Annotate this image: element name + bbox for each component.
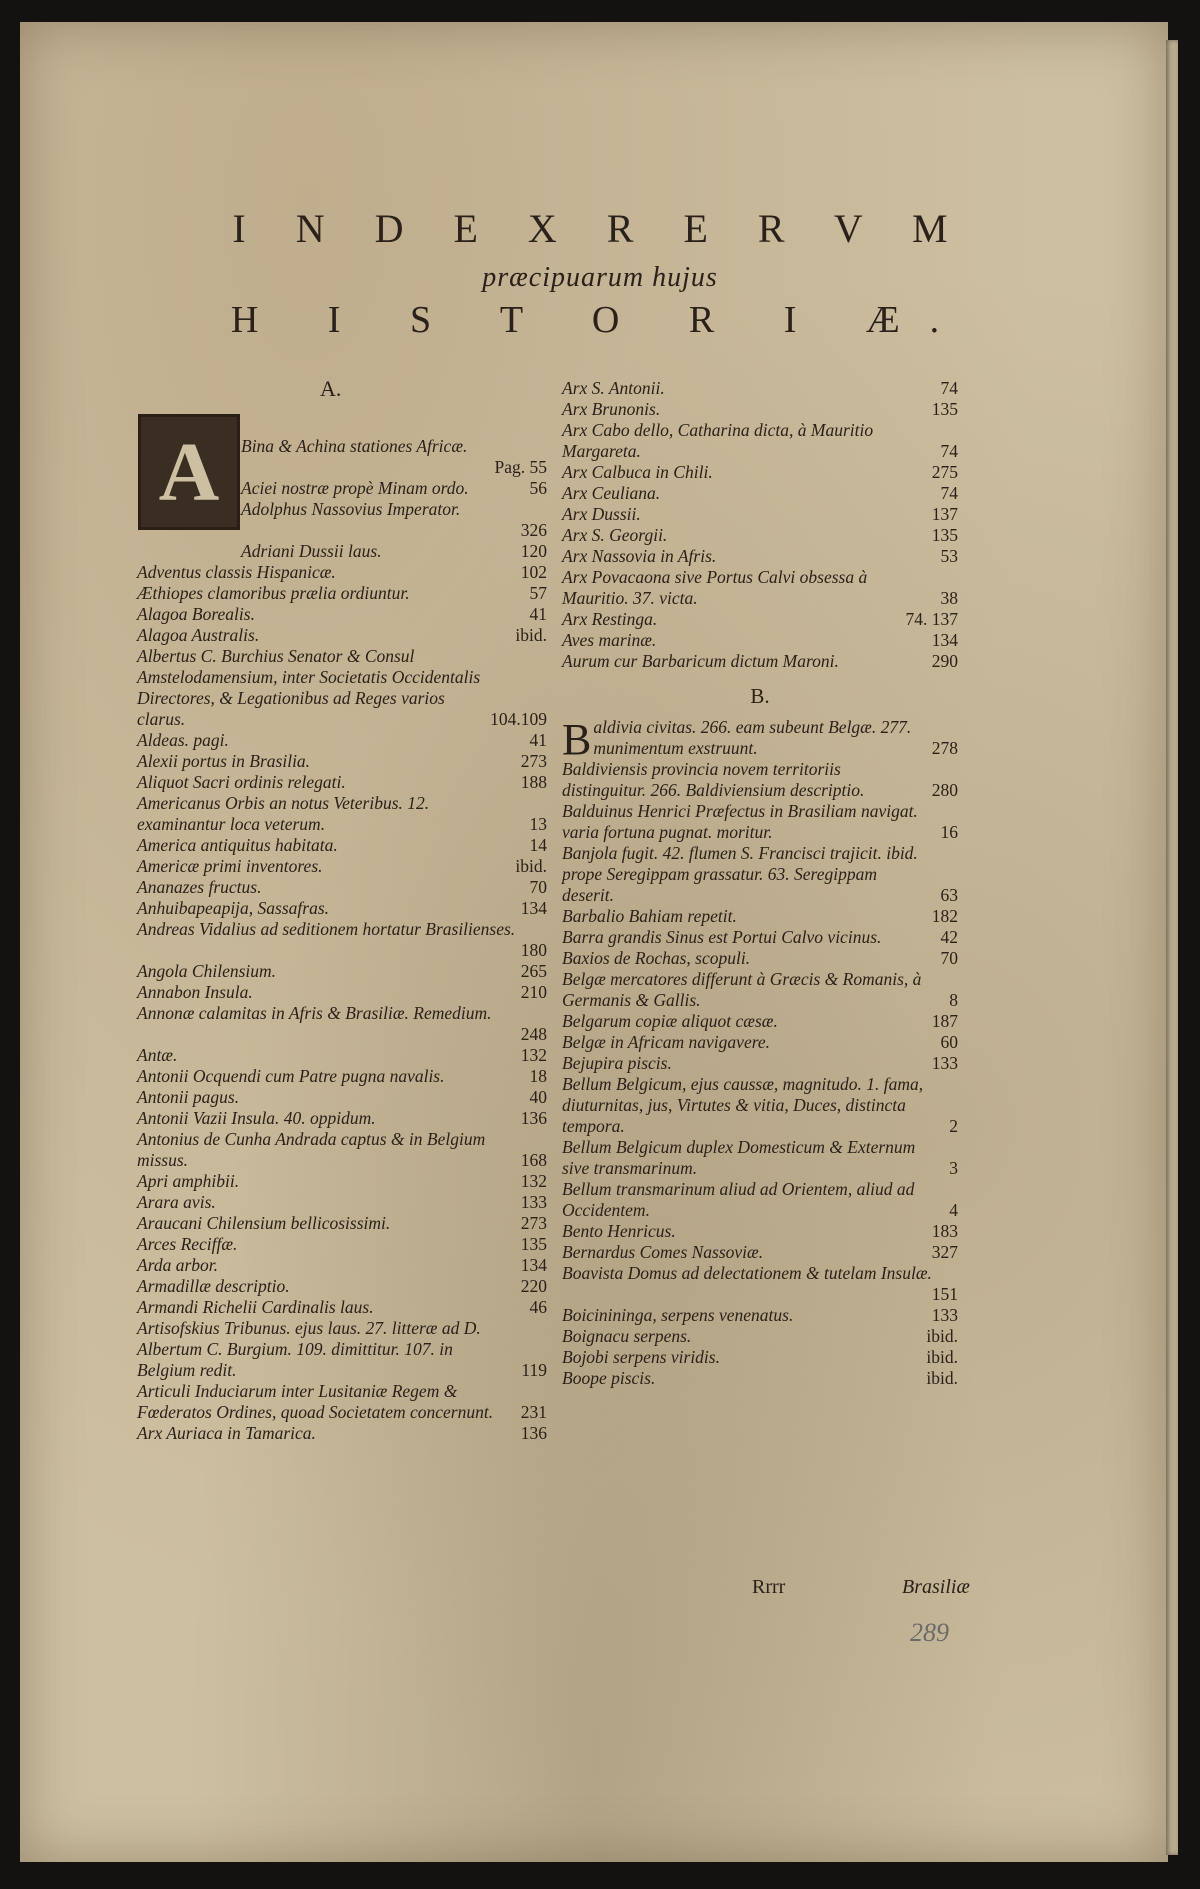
entry-page: 182 [931,906,958,926]
index-entry [137,919,547,940]
entry-text: Arx Restinga. [562,609,658,629]
entry-text: Arara avis. [137,1192,216,1212]
index-entry [562,399,958,420]
index-entry [562,1221,958,1242]
entry-text: Alexii portus in Brasilia. [137,751,311,771]
index-entry [562,927,958,948]
entry-text: America antiquitus habitata. [137,835,338,855]
entry-page: 135 [931,525,958,545]
index-entry [137,982,547,1003]
entry-page: 133 [931,1305,958,1325]
index-entry [137,562,547,583]
index-entry [137,625,547,646]
entry-page: ibid. [515,856,547,876]
entry-text: aldivia civitas. 266. eam subeunt Belgæ. 277. munimentum exstruunt. [593,717,912,758]
index-entry [137,898,547,919]
entry-text: Adolphus Nassovius Imperator. [241,499,461,519]
index-entry [137,1318,547,1381]
entry-text: Antonii Ocquendi cum Patre pugna navalis. [137,1066,445,1086]
index-entry [137,1129,547,1171]
entry-page: ibid. [926,1326,958,1346]
index-entry [562,630,958,651]
entry-text: Boope piscis. [562,1368,656,1388]
signature-mark: Rrrr [752,1576,786,1598]
index-entry [562,1263,958,1284]
index-entry [137,541,547,562]
entry-page: 53 [940,546,958,566]
index-entry [137,499,547,520]
index-entry [137,1066,547,1087]
entry-text: Barra grandis Sinus est Portui Calvo vicinus. [562,927,882,947]
entry-text: Apri amphibii. [137,1171,240,1191]
entry-text: Barbalio Bahiam repetit. [562,906,737,926]
index-entry [137,478,547,499]
entry-text: Balduinus Henrici Præfectus in Brasiliam navigat. varia fortuna pugnat. moritur. [562,801,918,842]
entry-text: Bellum Belgicum duplex Domesticum & Externum sive transmarinum. [562,1137,916,1178]
entry-text: Americanus Orbis an notus Veteribus. 12. examinantur loca veterum. [137,793,430,834]
entry-page: 273 [520,1213,547,1233]
entry-text: Boicinininga, serpens venenatus. [562,1305,794,1325]
index-entry [137,793,547,835]
index-entry [137,751,547,772]
index-entry [137,1045,547,1066]
entry-page: 14 [529,835,547,855]
index-entry [562,906,958,927]
index-entry [562,1326,958,1347]
entry-text: Arx Povacaona sive Portus Calvi obsessa à Mauritio. 37. victa. [562,567,868,608]
index-entry [137,1234,547,1255]
entry-page: 180 [520,940,547,960]
index-entry [562,948,958,969]
entry-text: Belgæ in Africam navigavere. [562,1032,771,1052]
entry-page: 248 [520,1024,547,1044]
entry-page: 119 [521,1360,547,1380]
entry-text: Adventus classis Hispanicæ. [137,562,336,582]
index-entry [562,1032,958,1053]
entry-text: Aves marinæ. [562,630,657,650]
entry-page: 265 [520,961,547,981]
index-entry [562,546,958,567]
index-entry [137,1255,547,1276]
entry-page: 63 [940,885,958,905]
entry-text: Americæ primi inventores. [137,856,323,876]
entry-page: 132 [520,1045,547,1065]
index-entry [562,1053,958,1074]
entry-page: 41 [529,604,547,624]
entry-text: Albertus C. Burchius Senator & Consul Amstelodamensium, inter Societatis Occidentalis Directores, & Legationibus ad Reges varios clarus. [137,646,481,729]
index-entry [562,1179,958,1221]
index-entry [137,1087,547,1108]
section-letter-a: A. [320,376,342,401]
index-entry [562,1305,958,1326]
entry-page: 46 [529,1297,547,1317]
entry-page: 134 [520,898,547,918]
entry-page: 42 [940,927,958,947]
index-entry [137,1297,547,1318]
right-column [562,378,958,1389]
entry-text: Arx Dussii. [562,504,641,524]
entry-page: 132 [520,1171,547,1191]
entry-text: Boavista Domus ad delectationem & tutelam Insulæ. [562,1263,932,1283]
entry-page: 13 [529,814,547,834]
entry-text: Arx Ceuliana. [562,483,661,503]
entry-text: Boignacu serpens. [562,1326,692,1346]
entry-page: 278 [931,738,958,758]
index-entry [137,457,547,478]
entry-text: Arx S. Georgii. [562,525,668,545]
entry-page: 120 [520,541,547,561]
entry-text: Artisofskius Tribunus. ejus laus. 27. litteræ ad D. Albertum C. Burgium. 109. dimittitur. 107. in Belgium redit. [137,1318,481,1380]
index-entry [562,759,958,801]
entry-page: 133 [520,1192,547,1212]
entry-page: 56 [529,478,547,498]
entry-page: 4 [949,1200,958,1220]
entry-page: ibid. [926,1368,958,1388]
index-entry [137,646,547,730]
entry-page: ibid. [926,1347,958,1367]
index-entry [562,504,958,525]
index-entry [562,567,958,609]
entry-text: Annonæ calamitas in Afris & Brasiliæ. Remedium. [137,1003,492,1023]
index-subtitle: præcipuarum hujus [482,262,718,293]
entry-text: Armadillæ descriptio. [137,1276,290,1296]
entry-text: Bejupira piscis. [562,1053,672,1073]
entry-page: 151 [931,1284,958,1304]
entry-text: Aurum cur Barbaricum dictum Maroni. [562,651,839,671]
drop-cap-b: B [562,715,592,764]
index-entry [562,715,958,764]
index-entry [562,801,958,843]
entry-text: Bento Henricus. [562,1221,676,1241]
section-letter-b: B. [750,684,770,708]
entry-text: Annabon Insula. [137,982,253,1002]
entry-text: Belgarum copiæ aliquot cæsæ. [562,1011,778,1031]
index-entry [137,1276,547,1297]
index-entry [137,1108,547,1129]
entry-text: Antonius de Cunha Andrada captus & in Belgium missus. [137,1129,486,1170]
entry-text: Antæ. [137,1045,178,1065]
index-entry [562,1347,958,1368]
entry-text: Arx Auriaca in Tamarica. [137,1423,316,1443]
entry-text: Aldeas. pagi. [137,730,229,750]
index-entry [562,1368,958,1389]
entry-text: Baldiviensis provincia novem territoriis distinguitur. 266. Baldiviensium descriptio. [562,759,865,800]
index-entry [137,856,547,877]
entry-text: Araucani Chilensium bellicosissimi. [137,1213,391,1233]
entry-page: 290 [931,651,958,671]
entry-text: Banjola fugit. 42. flumen S. Francisci trajicit. ibid. prope Seregippam grassatur. 63. Seregippam deserit. [562,843,918,905]
entry-page: 38 [940,588,958,608]
entry-text: Arx Calbuca in Chili. [562,462,713,482]
entry-page: 135 [931,399,958,419]
index-entry [137,1003,547,1024]
drop-cap-letter: A [158,425,220,519]
index-entry [137,940,547,961]
index-entry [562,525,958,546]
entry-page: 41 [529,730,547,750]
entry-text: Baxios de Rochas, scopuli. [562,948,751,968]
entry-text: Aciei nostræ propè Minam ordo. [241,478,469,498]
index-entry [137,604,547,625]
entry-page: 3 [949,1158,958,1178]
entry-text: Bellum transmarinum aliud ad Orientem, aliud ad Occidentem. [562,1179,915,1220]
entry-page: 134 [520,1255,547,1275]
entry-text: Bellum Belgicum, ejus caussæ, magnitudo. 1. fama, diuturnitas, jus, Virtutes & vitia, Duces, distincta tempora. [562,1074,924,1136]
index-entry [137,877,547,898]
entry-page: 327 [931,1242,958,1262]
entry-page: 187 [931,1011,958,1031]
entry-page: 188 [520,772,547,792]
entry-page: 102 [520,562,547,582]
entry-page: 104.109 [490,709,547,729]
index-entry [137,1423,547,1444]
entry-page: 40 [529,1087,547,1107]
entry-page: 134 [931,630,958,650]
index-entry [562,483,958,504]
entry-text: Articuli Induciarum inter Lusitaniæ Regem & Fœderatos Ordines, quoad Societatem concernunt. [137,1381,494,1422]
index-entry [137,835,547,856]
entry-page: 280 [931,780,958,800]
entry-page: ibid. [515,625,547,645]
index-entry [137,961,547,982]
index-entry [562,969,958,1011]
entry-text: Bernardus Comes Nassoviæ. [562,1242,764,1262]
index-entry [562,843,958,906]
entry-text: Angola Chilensium. [137,961,277,981]
entry-page: 275 [931,462,958,482]
left-column [137,436,547,1444]
entry-text: Belgæ mercatores differunt à Græcis & Romanis, à Germanis & Gallis. [562,969,922,1010]
index-entry [137,1192,547,1213]
index-entry [562,1074,958,1137]
entry-page: 136 [520,1423,547,1443]
entry-text: Antonii Vazii Insula. 40. oppidum. [137,1108,376,1128]
entry-page: 273 [520,751,547,771]
entry-page: 70 [529,877,547,897]
entry-page: 231 [520,1402,547,1422]
entry-page: 135 [520,1234,547,1254]
entry-page: 16 [940,822,958,842]
entry-page: 326 [520,520,547,540]
index-entry [137,730,547,751]
entry-text: Anhuibapeapija, Sassafras. [137,898,330,918]
index-entry [562,378,958,399]
entry-text: Arces Reciffæ. [137,1234,238,1254]
index-entry [137,1213,547,1234]
index-entry [562,462,958,483]
entry-text: Arx Cabo dello, Catharina dicta, à Mauritio Margareta. [562,420,874,461]
entry-text: Antonii pagus. [137,1087,240,1107]
entry-text: Arx Nassovia in Afris. [562,546,717,566]
entry-text: Æthiopes clamoribus prælia ordiuntur. [137,583,410,603]
entry-text: Andreas Vidalius ad seditionem hortatur Brasilienses. [137,919,516,939]
entry-text: Alagoa Borealis. [137,604,255,624]
index-entry [137,772,547,793]
index-entry [137,1381,547,1423]
entry-text: Aliquot Sacri ordinis relegati. [137,772,346,792]
entry-text: Alagoa Australis. [137,625,260,645]
entry-text: Arx S. Antonii. [562,378,665,398]
index-entry [562,1284,958,1305]
entry-page: 18 [529,1066,547,1086]
entry-page: 136 [520,1108,547,1128]
entry-page: 168 [520,1150,547,1170]
entry-page: 8 [949,990,958,1010]
index-entry [562,1137,958,1179]
index-entry [137,1024,547,1045]
entry-page: 183 [931,1221,958,1241]
entry-page: 2 [949,1116,958,1136]
entry-page: 220 [520,1276,547,1296]
folio-number: 289 [910,1618,949,1647]
index-entry [562,609,958,630]
index-entry [562,651,958,672]
entry-text: Armandi Richelii Cardinalis laus. [137,1297,374,1317]
index-title: I N D E X R E R V M [232,206,968,251]
entry-page: Pag. 55 [494,457,547,477]
entry-text: Arx Brunonis. [562,399,661,419]
index-entry [562,420,958,462]
entry-page: 210 [520,982,547,1002]
entry-text: Adriani Dussii laus. [241,541,382,561]
entry-page: 74. 137 [905,609,958,629]
index-entry [562,1242,958,1263]
index-entry [562,1011,958,1032]
index-entry [137,520,547,541]
catchword: Brasiliæ [902,1576,970,1598]
entry-page: 74 [940,441,958,461]
entry-page: 74 [940,378,958,398]
index-title-historiae: H I S T O R I Æ. [230,299,970,341]
entry-text: Bojobi serpens viridis. [562,1347,720,1367]
index-entry [137,1171,547,1192]
entry-page: 133 [931,1053,958,1073]
index-entry [137,436,547,457]
entry-page: 74 [940,483,958,503]
entry-page: 70 [940,948,958,968]
entry-page: 137 [931,504,958,524]
entry-text: Arda arbor. [137,1255,219,1275]
entry-text: Bina & Achina stationes Africæ. [241,436,468,456]
entry-text: Ananazes fructus. [137,877,262,897]
entry-page: 60 [940,1032,958,1052]
index-entry [137,583,547,604]
entry-page: 57 [529,583,547,603]
